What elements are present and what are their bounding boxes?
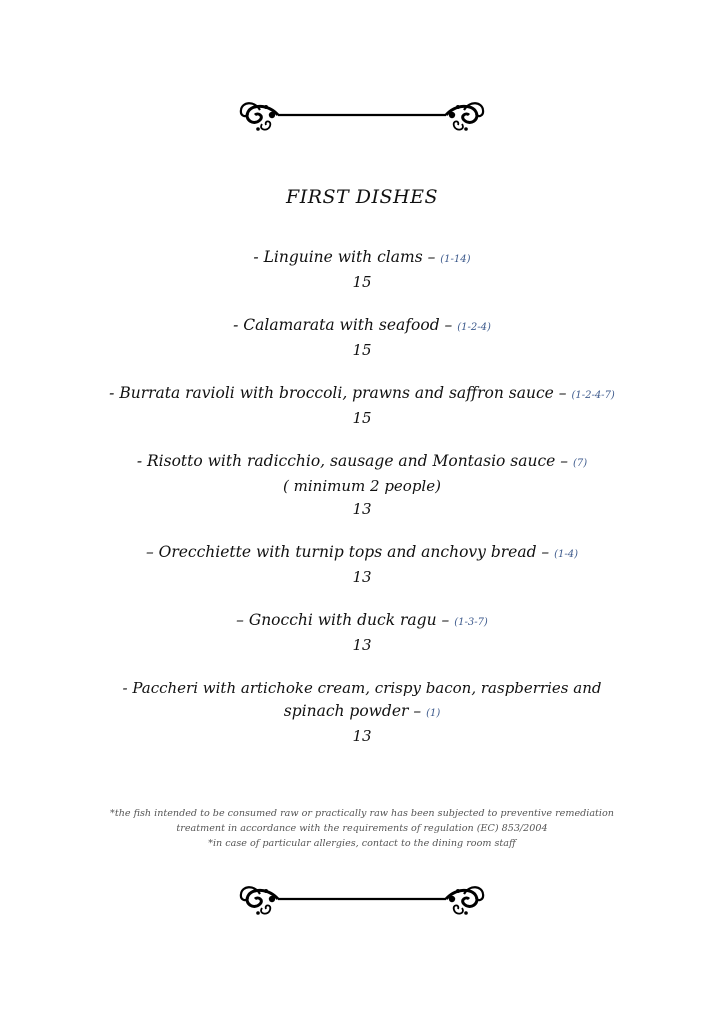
dish-name: - Linguine with clams – [253,248,436,266]
dish-name: – Gnocchi with duck ragu – [236,611,450,629]
menu-item [0,314,724,362]
menu-item [0,382,724,430]
dish-name-line: - Paccheri with artichoke cream, crispy bacon, raspberries and [122,679,602,697]
dish-name: - Calamarata with seafood – [233,316,453,334]
footer-line: *in case of particular allergies, contact to the dining room staff [208,838,516,849]
menu-item [0,246,724,294]
allergen-codes: (1-2-4) [457,322,491,333]
dish-price: 13 [352,727,372,745]
flourish-divider-icon [238,98,486,132]
dish-name: spinach powder – [283,702,422,720]
allergen-codes: (1-14) [440,254,471,265]
allergen-codes: (1-3-7) [454,617,488,628]
dish-price: 15 [352,409,372,427]
footer-line: treatment in accordance with the requirements of regulation (EC) 853/2004 [176,823,548,834]
dish-price: 13 [352,500,372,518]
dish-name: - Risotto with radicchio, sausage and Montasio sauce – [136,452,569,470]
dish-note: ( minimum 2 people) [283,477,441,495]
dish-price: 13 [352,636,372,654]
allergen-codes: (1-4) [554,549,579,560]
flourish-divider-icon [238,882,486,916]
dish-price: 15 [352,273,372,291]
menu-item [0,609,724,657]
allergen-codes: (1) [426,708,441,719]
menu-section-title: FIRST DISHES [286,186,438,208]
allergy-notice [0,806,724,851]
dish-name: – Orecchiette with turnip tops and anchovy bread – [145,543,550,561]
menu-item [0,541,724,589]
allergen-codes: (7) [572,458,588,469]
footer-line: *the fish intended to be consumed raw or practically raw has been subjected to preventive remediation [110,808,614,819]
allergen-codes: (1-2-4-7) [571,390,615,401]
dish-price: 13 [352,568,372,586]
dish-name: - Burrata ravioli with broccoli, prawns and saffron sauce – [109,384,567,402]
menu-item [0,677,724,748]
menu-item [0,450,724,521]
dish-price: 15 [352,341,372,359]
